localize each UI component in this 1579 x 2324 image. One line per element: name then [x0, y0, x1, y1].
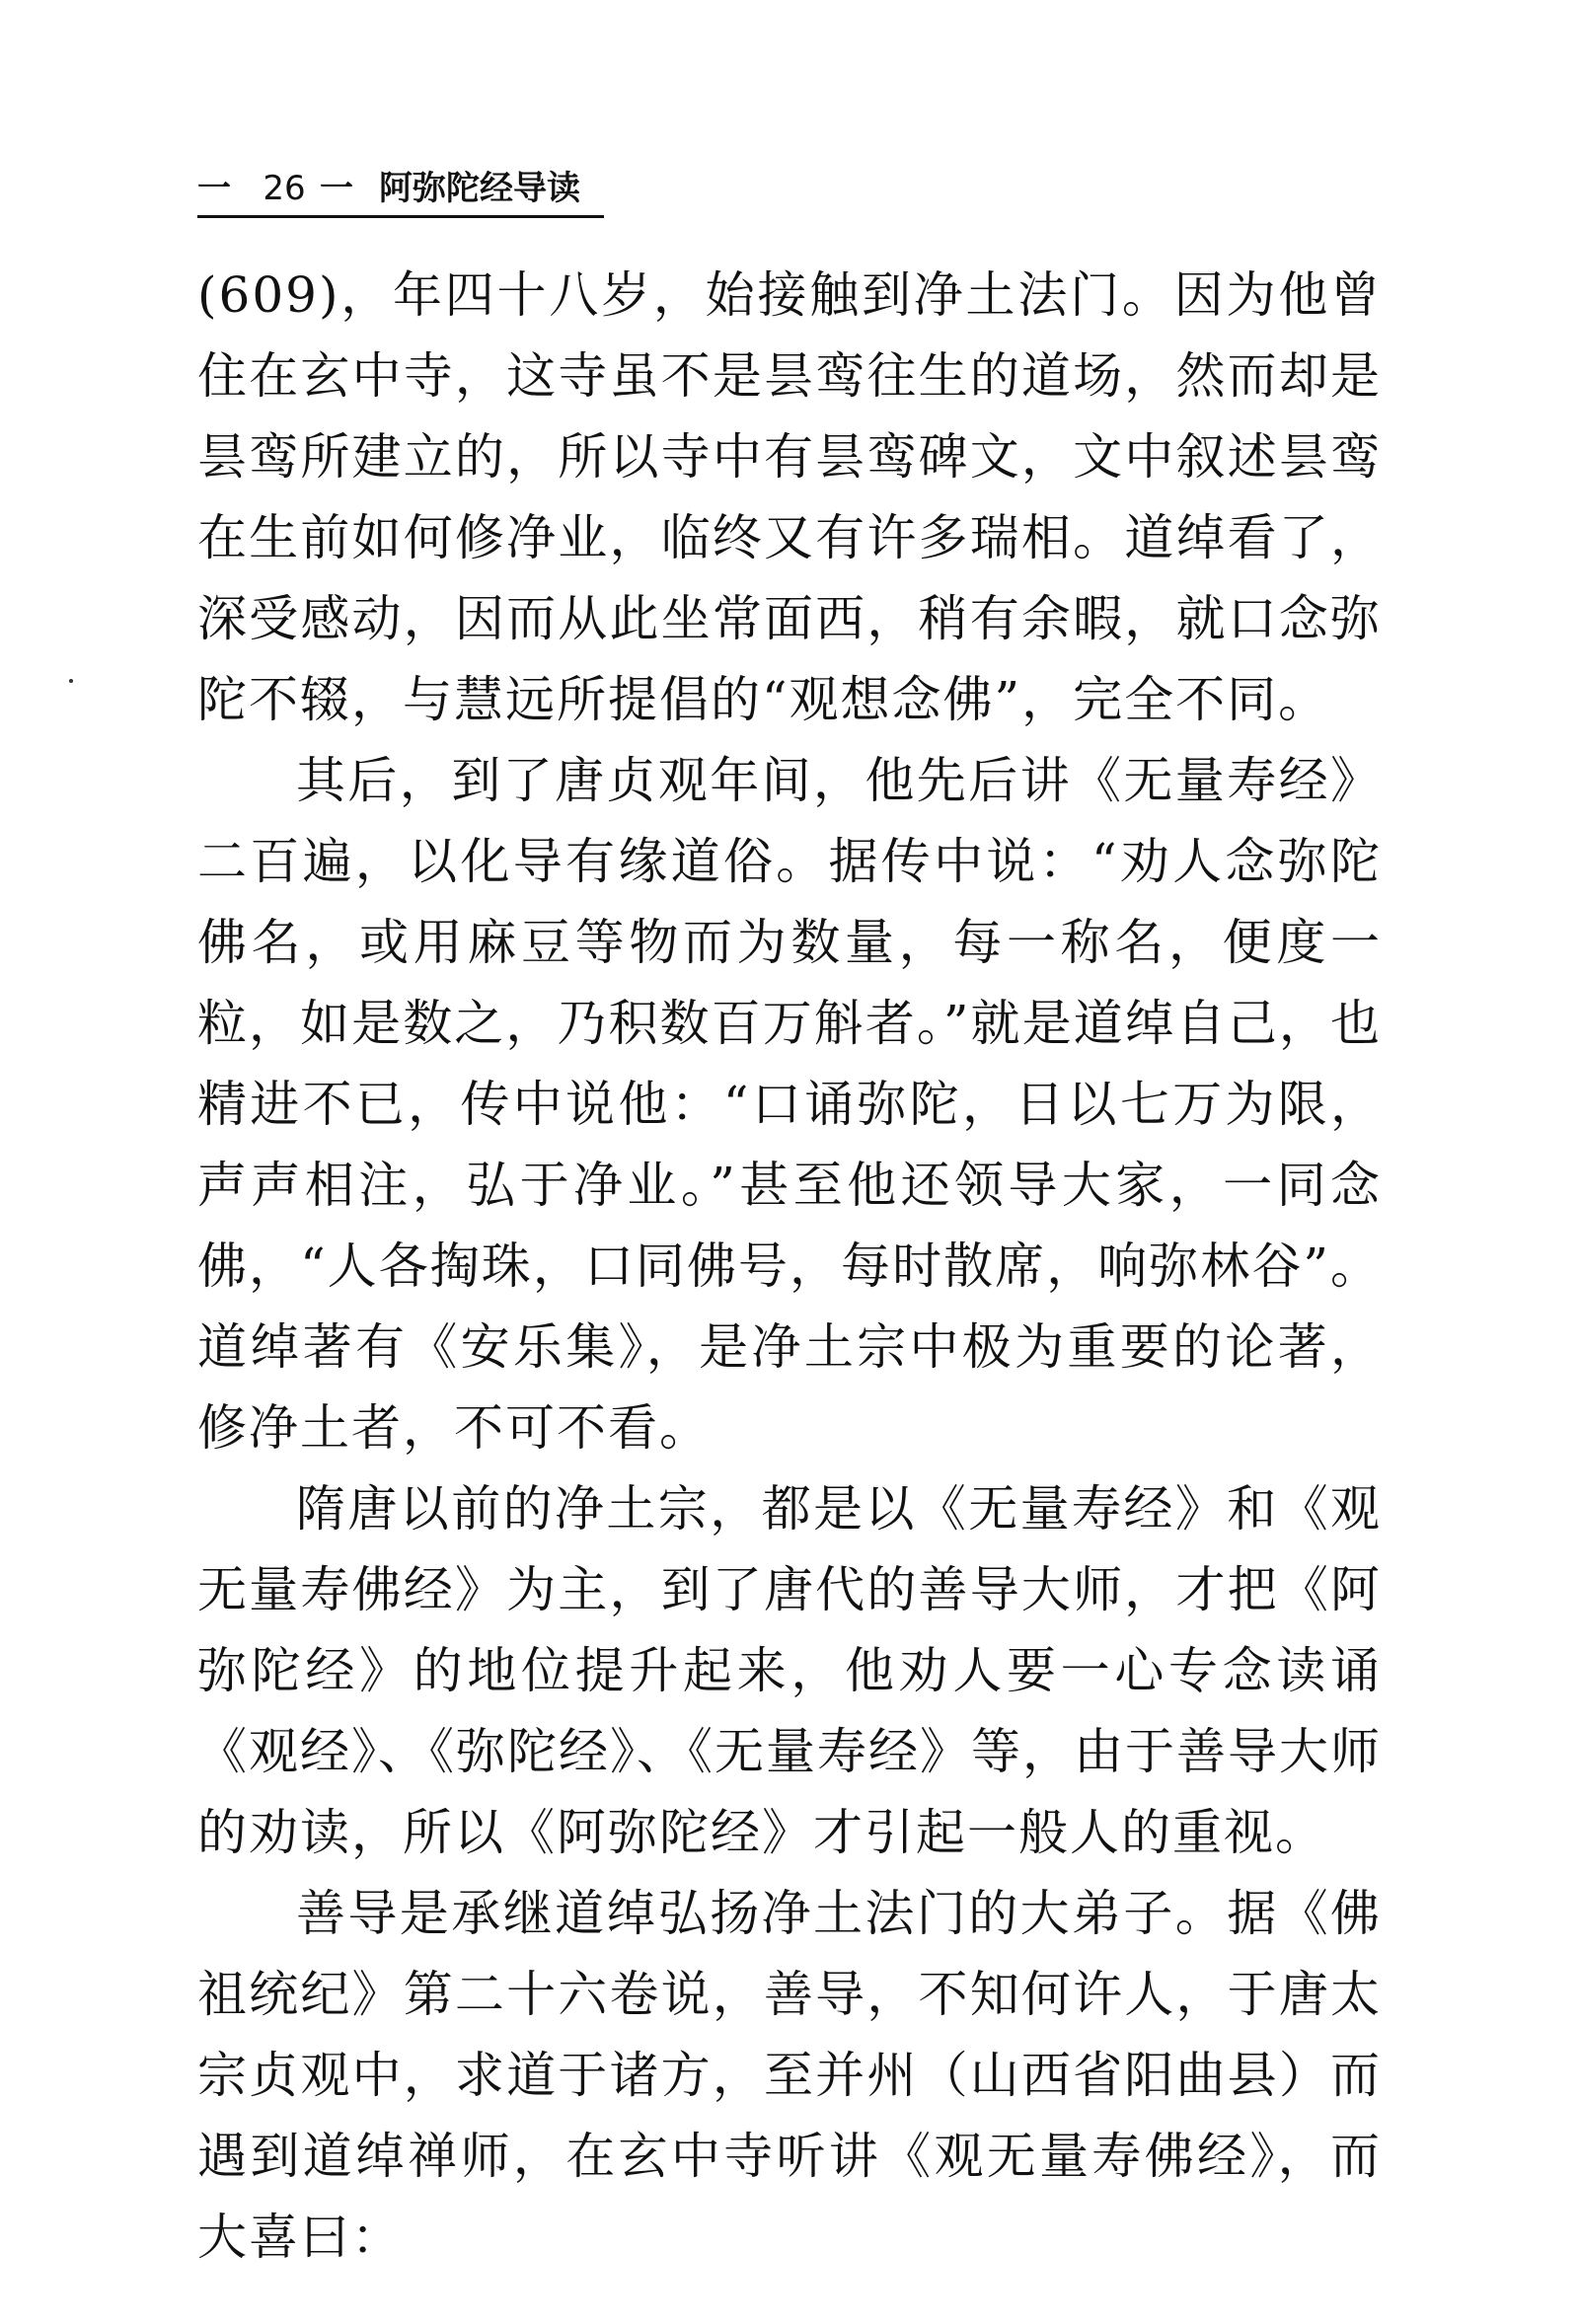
page-number: 26: [263, 169, 306, 208]
book-title: 阿弥陀经导读: [379, 169, 580, 208]
scan-speck: [69, 679, 73, 683]
header-dash-right: 一: [320, 169, 353, 208]
header-rule: [197, 215, 604, 218]
paragraph-1: (609)，年四十八岁，始接触到净土法门。因为他曾住在玄中寺，这寺虽不是昙鸾往生的道场，然而却是昙鸾所建立的，所以寺中有昙鸾碑文，文中叙述昙鸾在生前如何修净业，临终又有许多瑞相。道绰看了，深受感动，因而从此坐常面西，稍有余暇，就口念弥陀不辍，与慧远所提倡的“观想念佛”，完全不同。: [197, 266, 1382, 728]
paragraph-4: 善导是承继道绰弘扬净土法门的大弟子。据《佛祖统纪》第二十六卷说，善导，不知何许人，于唐太宗贞观中，求道于诸方，至并州（山西省阳曲县）而遇到道绰禅师，在玄中寺听讲《观无量寿佛经》，而大喜曰：: [197, 1885, 1382, 2266]
body-text: [197, 255, 1382, 2278]
paragraph-2: 其后，到了唐贞观年间，他先后讲《无量寿经》二百遍，以化导有缘道俗。据传中说：“劝人念弥陀佛名，或用麻豆等物而为数量，每一称名，便度一粒，如是数之，乃积数百万斛者。”就是道绰自己，也精进不已，传中说他：“口诵弥陀，日以七万为限，声声相注，弘于净业。”甚至他还领导大家，一同念佛，“人各掏珠，口同佛号，每时散席，响弥林谷”。道绰著有《安乐集》，是净土宗中极为重要的论著，修净土者，不可不看。: [197, 752, 1382, 1457]
running-header: [197, 166, 604, 211]
header-dash-left: 一: [197, 169, 231, 208]
paragraph-3: 隋唐以前的净土宗，都是以《无量寿经》和《观无量寿佛经》为主，到了唐代的善导大师，才把《阿弥陀经》的地位提升起来，他劝人要一心专念读诵《观经》、《弥陀经》、《无量寿经》等，由于善导大师的劝读，所以《阿弥陀经》才引起一般人的重视。: [197, 1480, 1382, 1861]
